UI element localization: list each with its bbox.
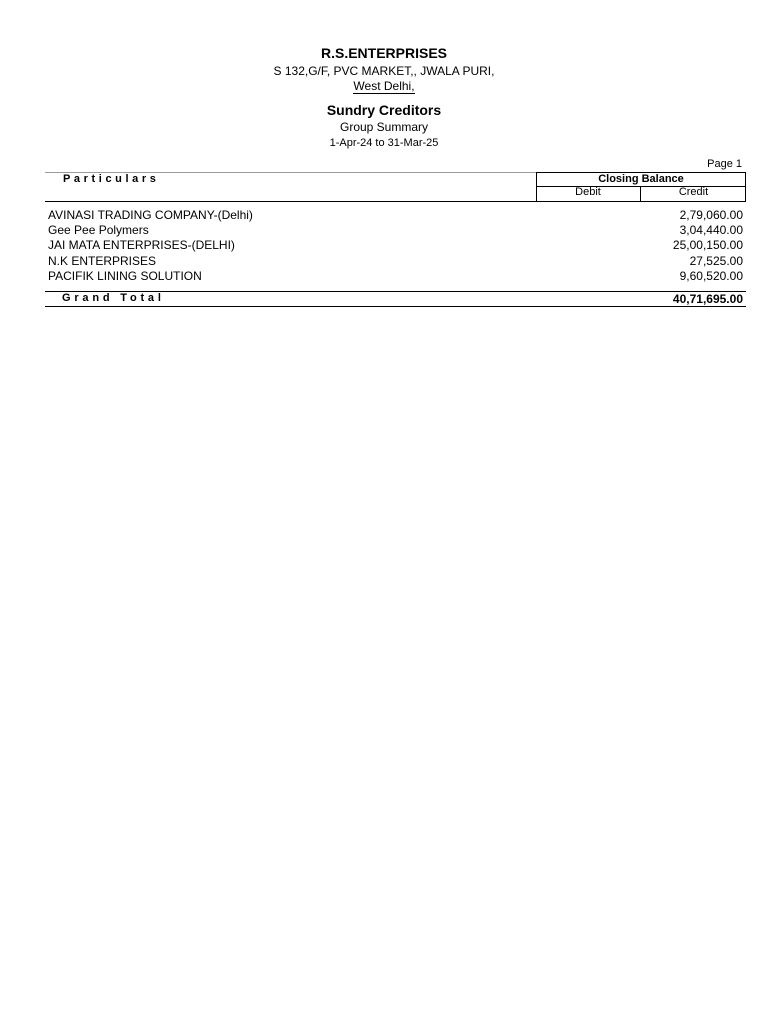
report-period: 1-Apr-24 to 31-Mar-25	[329, 137, 439, 149]
report-title: Sundry Creditors	[326, 102, 442, 118]
grand-total-label: Grand Total	[62, 292, 165, 304]
closing-balance-header: Closing Balance	[598, 173, 684, 185]
credit-amount: 27,525.00	[689, 253, 743, 268]
table-row	[48, 223, 743, 238]
ledger-name: N.K ENTERPRISES	[48, 253, 157, 268]
company-name: R.S.ENTERPRISES	[320, 45, 448, 61]
page-number: Page 1	[707, 158, 742, 170]
address-line-1: S 132,G/F, PVC MARKET,, JWALA PURI,	[273, 64, 495, 78]
grand-total-credit: 40,71,695.00	[672, 292, 743, 306]
header-bottom-rule	[45, 201, 746, 202]
ledger-name: JAI MATA ENTERPRISES-(DELHI)	[48, 238, 235, 253]
credit-amount: 3,04,440.00	[679, 223, 743, 238]
credit-column-header: Credit	[678, 186, 709, 198]
report-subtitle: Group Summary	[339, 120, 429, 134]
address-line-2-text: West Delhi,	[353, 79, 415, 93]
credit-amount: 2,79,060.00	[679, 208, 743, 222]
credit-amount: 25,00,150.00	[672, 238, 743, 253]
table-row	[48, 254, 743, 269]
ledger-name: PACIFIK LINING SOLUTION	[48, 268, 202, 283]
debit-column-header: Debit	[575, 186, 601, 198]
table-row	[48, 269, 743, 284]
table-row	[48, 208, 743, 223]
credit-amount: 9,60,520.00	[679, 268, 743, 283]
ledger-name: Gee Pee Polymers	[48, 223, 149, 238]
ledger-rows	[48, 208, 743, 284]
total-bottom-rule	[45, 306, 746, 307]
particulars-column-header: Particulars	[63, 173, 160, 185]
address-line-2	[0, 79, 768, 93]
ledger-name: AVINASI TRADING COMPANY-(Delhi)	[48, 208, 253, 222]
table-row	[48, 238, 743, 253]
